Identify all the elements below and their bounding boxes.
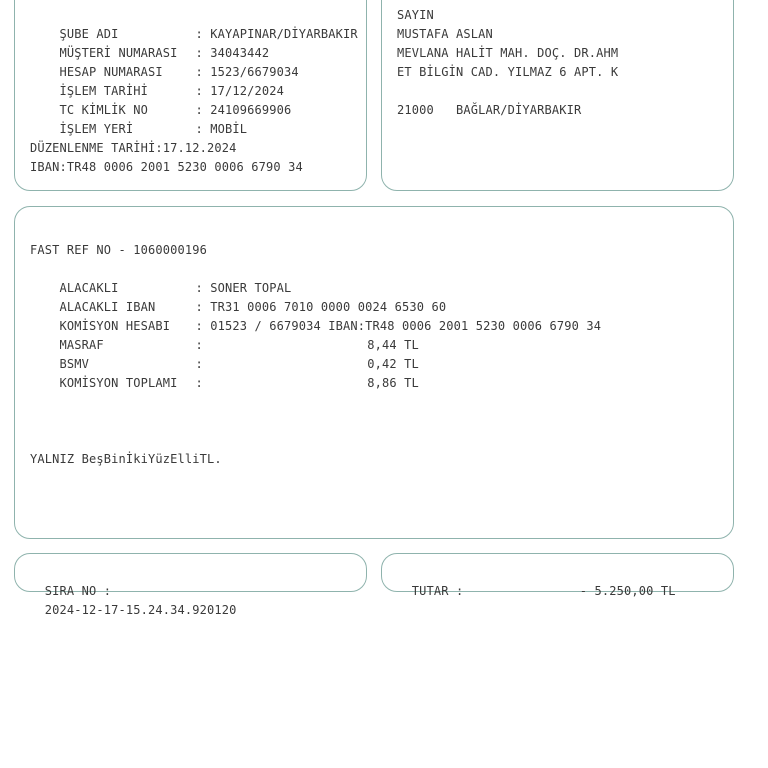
recipient-name: MUSTAFA ASLAN	[397, 27, 493, 41]
account-iban-line: IBAN:TR48 0006 2001 5230 0006 6790 34	[30, 160, 303, 174]
separator: :	[195, 338, 203, 352]
beneficiary-value: SONER TOPAL	[210, 281, 292, 295]
address-line-1: MEVLANA HALİT MAH. DOÇ. DR.AHM	[397, 46, 619, 60]
transaction-date-row	[30, 63, 284, 98]
beneficiary-iban-value: TR31 0006 7010 0000 0024 6530 60	[210, 300, 447, 314]
national-id-label: TC KİMLİK NO	[59, 103, 148, 117]
transaction-channel-label: İŞLEM YERİ	[59, 122, 134, 136]
national-id-value: 24109669906	[210, 103, 292, 117]
separator: :	[195, 65, 211, 79]
national-id-row	[30, 82, 292, 117]
total-amount-value: - 5.250,00 TL	[579, 584, 676, 598]
sequence-number-value: 2024-12-17-15.24.34.920120	[44, 603, 237, 617]
amount-in-words: YALNIZ BeşBinİkiYüzElliTL.	[30, 452, 222, 466]
separator: :	[195, 27, 211, 41]
account-number-value: 1523/6679034	[210, 65, 299, 79]
fee-amount: 8,44 TL	[367, 338, 419, 352]
separator: :	[195, 300, 211, 314]
beneficiary-row	[30, 260, 292, 295]
branch-name-row	[30, 6, 358, 41]
total-amount-label: TUTAR :	[411, 584, 464, 598]
separator: :	[195, 122, 211, 136]
beneficiary-label: ALACAKLI	[59, 281, 119, 295]
fast-reference-line: FAST REF NO - 1060000196	[30, 243, 207, 257]
customer-number-label: MÜŞTERİ NUMARASI	[59, 46, 178, 60]
commission-total-row	[30, 355, 419, 390]
separator: :	[195, 357, 203, 371]
branch-name-label: ŞUBE ADI	[59, 27, 119, 41]
bsmv-row	[30, 336, 419, 371]
commission-total-amount: 8,86 TL	[367, 376, 419, 390]
commission-total-label: KOMİSYON TOPLAMI	[59, 376, 178, 390]
bsmv-label: BSMV	[59, 357, 89, 371]
customer-number-value: 34043442	[210, 46, 270, 60]
postal-line: 21000 BAĞLAR/DİYARBAKIR	[397, 103, 582, 117]
bsmv-amount: 0,42 TL	[367, 357, 419, 371]
total-amount-line	[397, 563, 676, 598]
transaction-channel-value: MOBİL	[210, 122, 248, 136]
issue-date-line: DÜZENLENME TARİHİ:17.12.2024	[30, 141, 237, 155]
salutation: SAYIN	[397, 8, 434, 22]
commission-account-row	[30, 298, 602, 333]
transaction-channel-row	[30, 101, 248, 136]
separator: :	[195, 46, 211, 60]
transaction-date-label: İŞLEM TARİHİ	[59, 84, 148, 98]
transaction-date-value: 17/12/2024	[210, 84, 284, 98]
account-number-label: HESAP NUMARASI	[59, 65, 163, 79]
address-line-2: ET BİLGİN CAD. YILMAZ 6 APT. K	[397, 65, 619, 79]
customer-number-row	[30, 25, 270, 60]
branch-name-value: KAYAPINAR/DİYARBAKIR	[210, 27, 358, 41]
beneficiary-iban-row	[30, 279, 447, 314]
commission-account-label: KOMİSYON HESABI	[59, 319, 171, 333]
separator: :	[195, 281, 211, 295]
sequence-number-line	[30, 563, 237, 617]
fee-label: MASRAF	[59, 338, 104, 352]
separator: :	[195, 376, 203, 390]
account-number-row	[30, 44, 299, 79]
fee-row	[30, 317, 419, 352]
separator: :	[195, 319, 211, 333]
separator: :	[195, 84, 211, 98]
commission-account-value: 01523 / 6679034 IBAN:TR48 0006 2001 5230 0006 6790 34	[210, 319, 602, 333]
sequence-number-label: SIRA NO :	[44, 584, 112, 598]
separator: :	[195, 103, 211, 117]
beneficiary-iban-label: ALACAKLI IBAN	[59, 300, 156, 314]
